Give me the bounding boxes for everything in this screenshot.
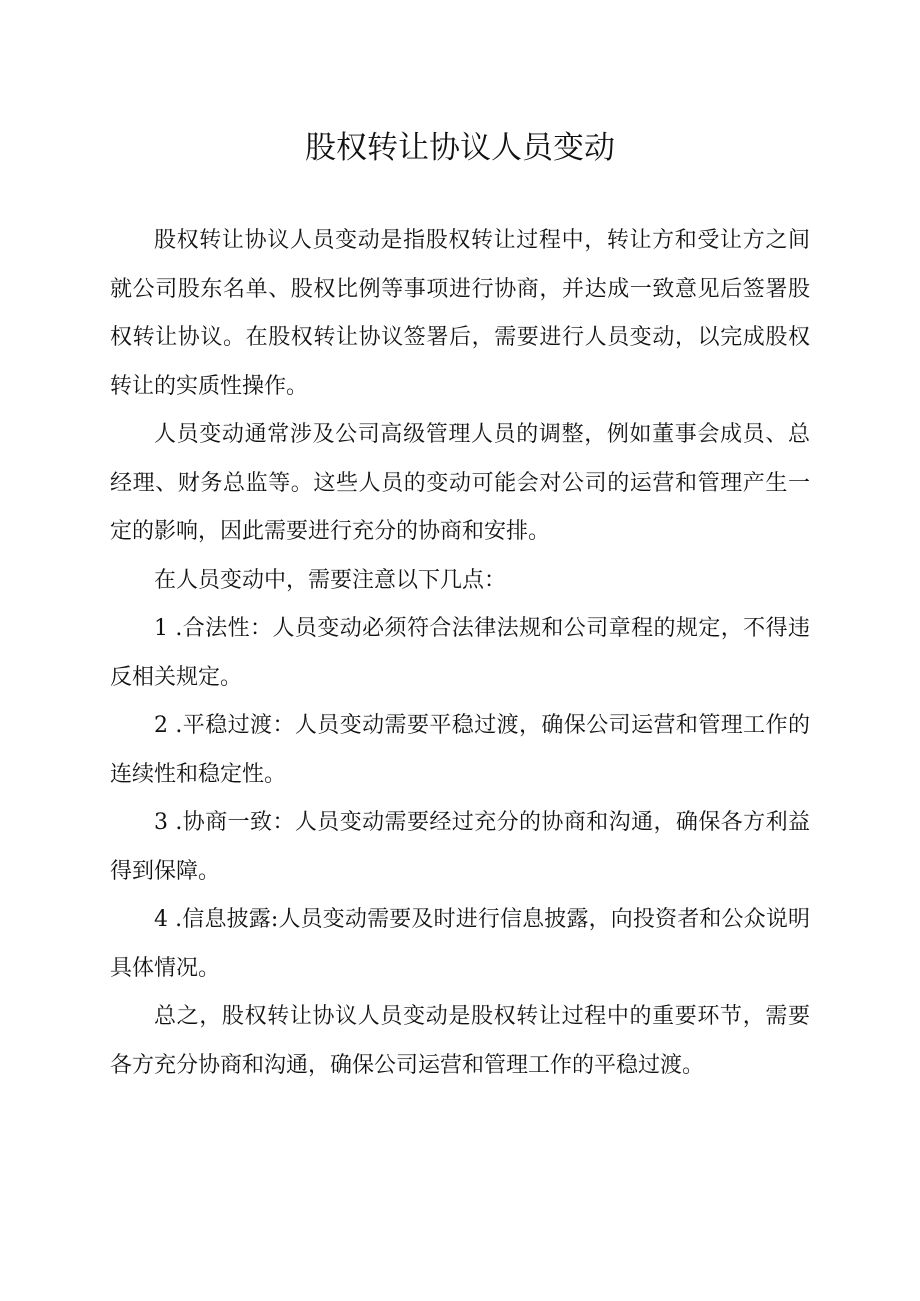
list-item-consensus: 3 .协商一致：人员变动需要经过充分的协商和沟通，确保各方利益得到保障。 <box>110 810 810 884</box>
document-title: 股权转让协议人员变动 <box>305 130 615 166</box>
paragraph-definition: 股权转让协议人员变动是指股权转让过程中，转让方和受让方之间就公司股东名单、股权比例等事项进行协商，并达成一致意见后签署股权转让协议。在股权转让协议签署后，需要进行人员变动，以完成股权转让的实质性操作。 <box>110 228 810 399</box>
paragraph-personnel-changes: 人员变动通常涉及公司高级管理人员的调整，例如董事会成员、总经理、财务总监等。这些人员的变动可能会对公司的运营和管理产生一定的影响，因此需要进行充分的协商和安排。 <box>110 422 810 544</box>
list-item-disclosure: 4 .信息披露:人员变动需要及时进行信息披露，向投资者和公众说明具体情况。 <box>110 907 810 981</box>
document-body <box>110 217 810 1090</box>
list-item-smooth-transition: 2 .平稳过渡：人员变动需要平稳过渡，确保公司运营和管理工作的连续性和稳定性。 <box>110 713 810 787</box>
paragraph-notes-intro: 在人员变动中，需要注意以下几点： <box>154 567 507 593</box>
paragraph-conclusion: 总之，股权转让协议人员变动是股权转让过程中的重要环节，需要各方充分协商和沟通，确保公司运营和管理工作的平稳过渡。 <box>110 1004 810 1078</box>
list-item-legality: 1 .合法性：人员变动必须符合法律法规和公司章程的规定，不得违反相关规定。 <box>110 616 810 690</box>
